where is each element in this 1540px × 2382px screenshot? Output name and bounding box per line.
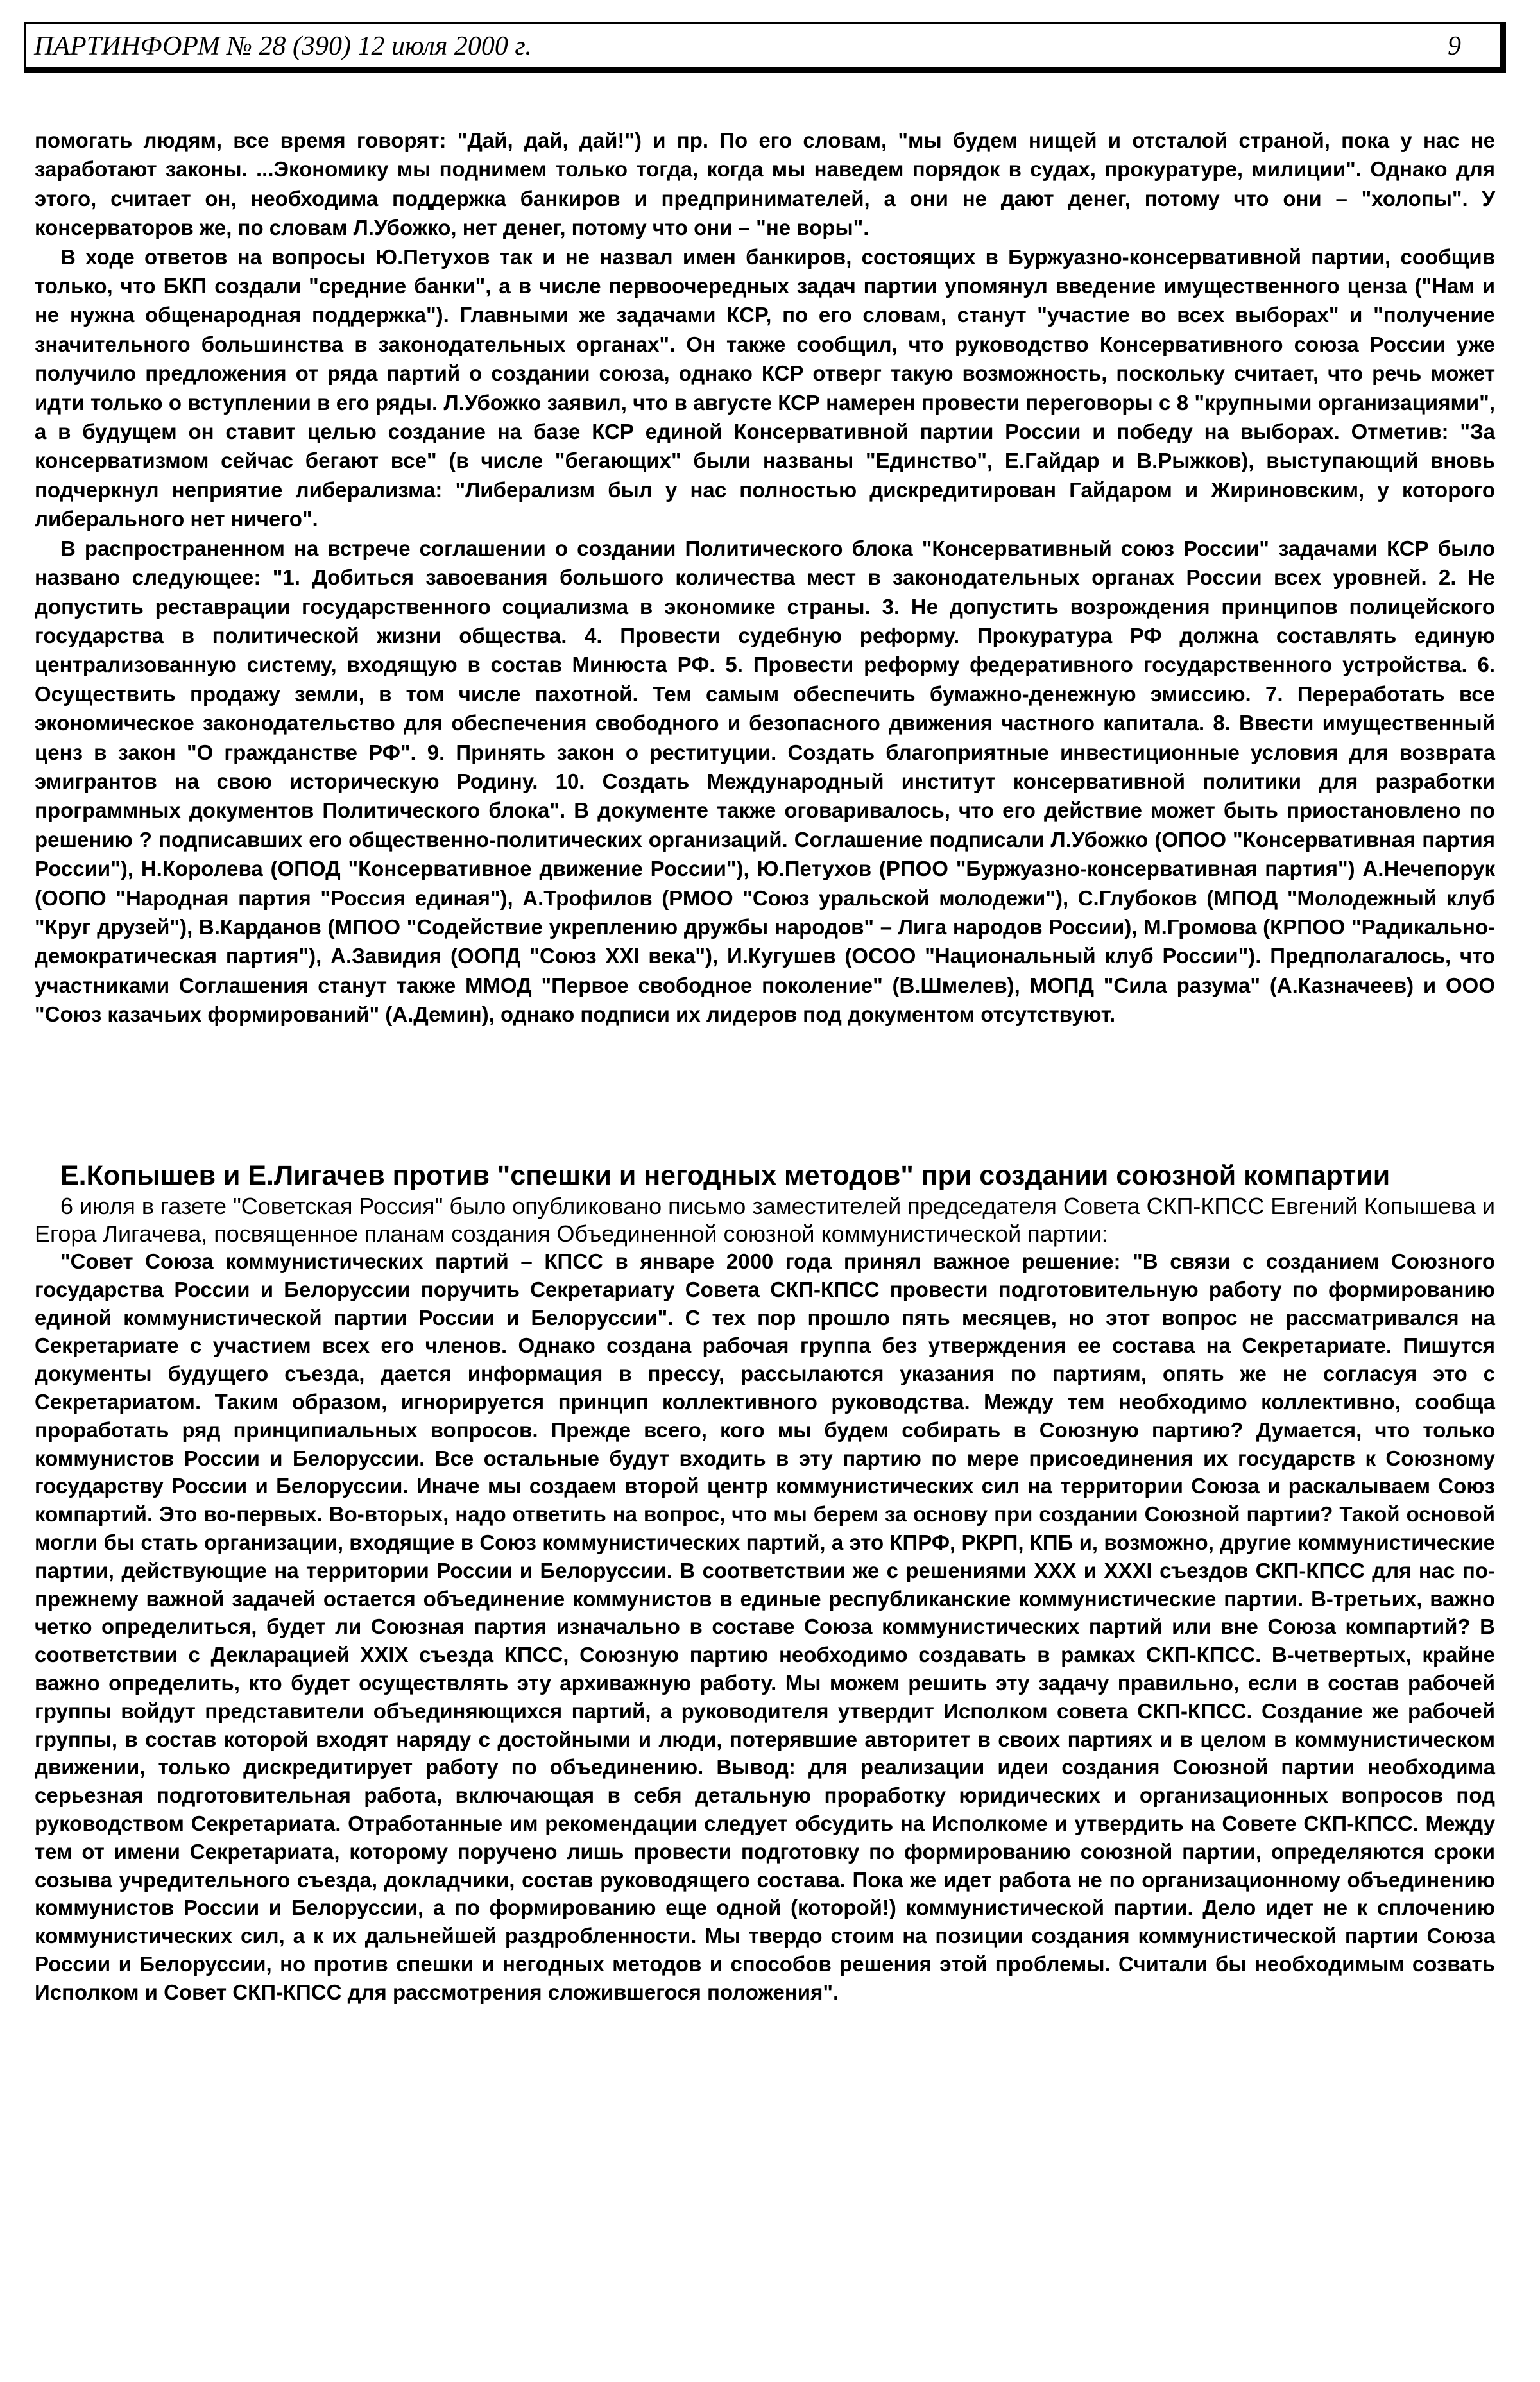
- article-intro: 6 июля в газете "Советская Россия" было опубликовано письмо заместителей председателя Совета СКП-КПСС Евгений Копышева и Егора Лигачева, посвященное планам создания Объединенной союзной коммунистической партии:: [35, 1193, 1495, 1247]
- article-union-communist-party: [35, 1160, 1495, 2007]
- article-conservative-union: [35, 126, 1495, 1029]
- article-headline: Е.Копышев и Е.Лигачев против "спешки и негодных методов" при создании союзной компартии: [60, 1160, 1390, 1191]
- article-quote: "Совет Союза коммунистических партий – КПСС в январе 2000 года принял важное решение: "В связи с созданием Союзного государства России и Белоруссии поручить Секретариату Совета СКП-КПСС провести подготовительную работу по формированию единой коммунистической партии России и Белоруссии". С тех пор прошло пять месяцев, но этот вопрос не рассматривался на Секретариате с участием всех его членов. Однако создана рабочая группа без утверждения ее состава на Секретариате. Пишутся документы будущего съезда, дается информация в прессу, рассылаются указания по партиям, опять же не согласуя это с Секретариатом. Таким образом, игнорируется принцип коллективного руководства. Между тем необходимо коллективно, сообща проработать ряд принципиальных вопросов. Прежде всего, кого мы будем собирать в Союзную партию? Думается, что только коммунистов России и Белоруссии. Все остальные будут входить в эту партию по мере присоединения их государств к Союзному государству России и Белоруссии. Иначе мы создаем второй центр коммунистических сил на территории Союза и раскалываем Союз компартий. Это во-первых. Во-вторых, надо ответить на вопрос, что мы берем за основу при создании Союзной партии? Такой основой могли бы стать организации, входящие в Союз коммунистических партий, а это КПРФ, РКРП, КПБ и, возможно, другие коммунистические партии, действующие на территории России и Белоруссии. В соответствии же с решениями XXX и XXXI съездов СКП-КПСС для нас по-прежнему важной задачей остается объединение коммунистов в единые республиканские коммунистические партии. В-третьих, важно четко определиться, будет ли Союзная партия изначально в составе Союза коммунистических партий или вне Союза компартий? В соответствии с Декларацией XXIX съезда КПСС, Союзную партию необходимо создавать в рамках СКП-КПСС. В-четвертых, крайне важно определить, кто будет осуществлять эту архиважную работу. Мы можем решить эту задачу правильно, если в состав рабочей группы войдут представители объединяющихся партий, а руководителя утвердит Исполком совета СКП-КПСС. Создание же рабочей группы, в состав которой входят наряду с достойными и люди, потерявшие авторитет в своих партиях и в целом в коммунистическом движении, только дискредитирует работу по объединению. Вывод: для реализации идеи создания Союзной партии необходима серьезная подготовительная работа, включающая в себя детальную проработку юридических и организационных вопросов под руководством Секретариата. Отработанные им рекомендации следует обсудить на Исполкоме и утвердить на Совете СКП-КПСС. Между тем от имени Секретариата, которому поручено лишь провести подготовку по формированию союзной партии, определяются сроки созыва учредительного съезда, докладчики, состав руководящего состава. Пока же идет работа не по организационному объединению коммунистов России и Белоруссии, а по формированию еще одной (которой!) коммунистической партии. Дело идет не к сплочению коммунистических сил, а к их дальнейшей раздробленности. Мы твердо стоим на позиции создания коммунистической партии Союза России и Белоруссии, но против спешки и негодных методов и способов решения этой проблемы. Считали бы необходимым созвать Исполком и Совет СКП-КПСС для рассмотрения сложившегося положения".: [35, 1249, 1495, 2004]
- paragraph: В ходе ответов на вопросы Ю.Петухов так и не назвал имен банкиров, состоящих в Буржуазно-консервативной партии, сообщив только, что БКП создали "средние банки", а в числе первоочередных задач партии упомянул введение имущественного ценза ("Нам и не нужна общенародная поддержка"). Главными же задачами КСР, по его словам, станут "участие во всех выборах" и "получение значительного большинства в законодательных органах". Он также сообщил, что руководство Консервативного союза России уже получило предложения от ряда партий о создании союза, однако КСР отверг такую возможность, поскольку считает, что речь может идти только о вступлении в его ряды. Л.Убожко заявил, что в августе КСР намерен провести переговоры с 8 "крупными организациями", а в будущем он ставит целью создание на базе КСР единой Консервативной партии России и победу на выборах. Отметив: "За консерватизмом сейчас бегают все" (в числе "бегающих" были названы "Единство", Е.Гайдар и В.Рыжков), выступающий вновь подчеркнул неприятие либерализма: "Либерализм был у нас полностью дискредитирован Гайдаром и Жириновским, у которого либерального нет ничего".: [35, 244, 1495, 531]
- page-number: 9: [1448, 31, 1461, 61]
- paragraph: В распространенном на встрече соглашении о создании Политического блока "Консервативный союз России" задачами КСР было названо следующее: "1. Добиться завоевания большого количества мест в законодательных органах России всех уровней. 2. Не допустить реставрации государственного социализма в экономике страны. 3. Не допустить возрождения принципов полицейского государства в политической жизни общества. 4. Провести судебную реформу. Прокуратура РФ должна составлять единую централизованную систему, входящую в состав Минюста РФ. 5. Провести реформу федеративного государственного устройства. 6. Осуществить продажу земли, в том числе пахотной. Тем самым обеспечить бумажно-денежную эмиссию. 7. Переработать все экономическое законодательство для обеспечения свободного и безопасного движения частного капитала. 8. Ввести имущественный ценз в закон "О гражданстве РФ". 9. Принять закон о реституции. Создать благоприятные инвестиционные условия для возврата эмигрантов на свою историческую Родину. 10. Создать Международный институт консервативной политики для разработки программных документов Политического блока". В документе также оговаривалось, что его действие может быть приостановлено по решению ? подписавших его общественно-политических организаций. Соглашение подписали Л.Убожко (ОПОО "Консервативная партия России"), Н.Королева (ОПОД "Консервативное движение России"), Ю.Петухов (РПОО "Буржуазно-консервативная партия") А.Нечепорук (ООПО "Народная партия "Россия единая"), А.Трофилов (РМОО "Союз уральской молодежи"), С.Глубоков (МПОД "Молодежный клуб "Круг друзей"), В.Карданов (МПОО "Содействие укреплению дружбы народов" – Лига народов России), М.Громова (КРПОО "Радикально-демократическая партия"), А.Завидия (ООПД "Союз XXI века"), И.Кугушев (ОСОО "Национальный клуб России"). Предполагалось, что участниками Соглашения станут также ММОД "Первое свободное поколение" (В.Шмелев), МОПД "Сила разума" (А.Казначеев) и ООО "Союз казачьих формирований" (А.Демин), однако подписи их лидеров под документом отсутствуют.: [35, 536, 1495, 1027]
- paragraph: помогать людям, все время говорят: "Дай, дай, дай!") и пр. По его словам, "мы будем нищей и отсталой страной, пока у нас не заработают законы. ...Экономику мы поднимем только тогда, когда мы наведем порядок в судах, прокуратуре, милиции". Однако для этого, считает он, необходима поддержка банкиров и предпринимателей, а они не дают денег, потому что они – "холопы". У консерваторов же, по словам Л.Убожко, нет денег, потому что они – "не воры".: [35, 128, 1495, 240]
- page-header: [24, 22, 1506, 73]
- publication-title: ПАРТИНФОРМ № 28 (390) 12 июля 2000 г.: [34, 31, 532, 61]
